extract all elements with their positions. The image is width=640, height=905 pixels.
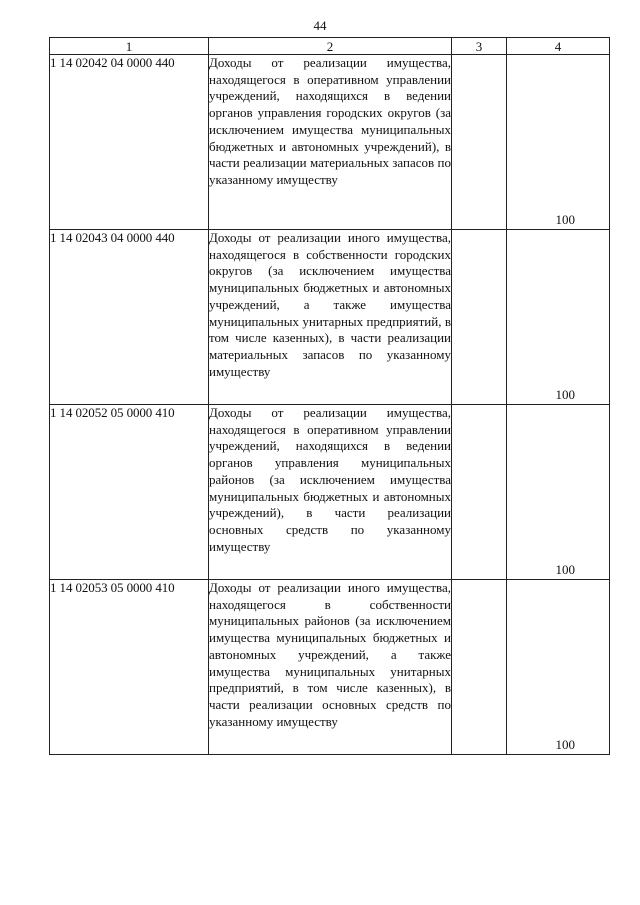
amount-cell: 100 (507, 405, 610, 580)
budget-code-cell: 1 14 02042 04 0000 440 (50, 55, 209, 230)
amount-cell: 100 (507, 230, 610, 405)
table-row (50, 230, 610, 405)
amount-cell: 100 (507, 580, 610, 755)
column-header-4: 4 (507, 38, 610, 55)
table-row (50, 580, 610, 755)
column-header-2: 2 (209, 38, 452, 55)
column-header-1: 1 (50, 38, 209, 55)
description-cell: Доходы от реализации имущества, находящегося в оперативном управлении учреждений, находящихся в ведении органов управления муниципальных районов (за исключением имущества муниципальных бюджетных и автономных учреждений), в части реализации основных средств по указанному имуществу (209, 405, 452, 580)
amount-cell: 100 (507, 55, 610, 230)
column-3-cell (452, 55, 507, 230)
column-3-cell (452, 580, 507, 755)
page-number: 44 (313, 18, 327, 33)
column-header-3: 3 (452, 38, 507, 55)
revenue-table (49, 37, 610, 755)
description-cell: Доходы от реализации иного имущества, находящегося в собственности муниципальных районов (за исключением имущества муниципальных бюджетных и автономных учреждений, а также имущества муниципальных унитарных предприятий, в том числе казенных), в части реализации основных средств по указанному имуществу (209, 580, 452, 755)
budget-code-cell: 1 14 02053 05 0000 410 (50, 580, 209, 755)
table-row (50, 405, 610, 580)
description-cell: Доходы от реализации иного имущества, находящегося в собственности городских округов (за исключением имущества муниципальных бюджетных и автономных учреждений, а также имущества муниципальных унитарных предприятий, в том числе казенных), в части реализации материальных запасов по указанному имуществу (209, 230, 452, 405)
description-cell: Доходы от реализации имущества, находящегося в оперативном управлении учреждений, находящихся в ведении органов управления городских округов (за исключением имущества муниципальных бюджетных и автономных учреждений), в части реализации материальных запасов по указанному имуществу (209, 55, 452, 230)
column-3-cell (452, 230, 507, 405)
table-header-row (50, 38, 610, 55)
column-3-cell (452, 405, 507, 580)
table-row (50, 55, 610, 230)
budget-code-cell: 1 14 02052 05 0000 410 (50, 405, 209, 580)
budget-code-cell: 1 14 02043 04 0000 440 (50, 230, 209, 405)
